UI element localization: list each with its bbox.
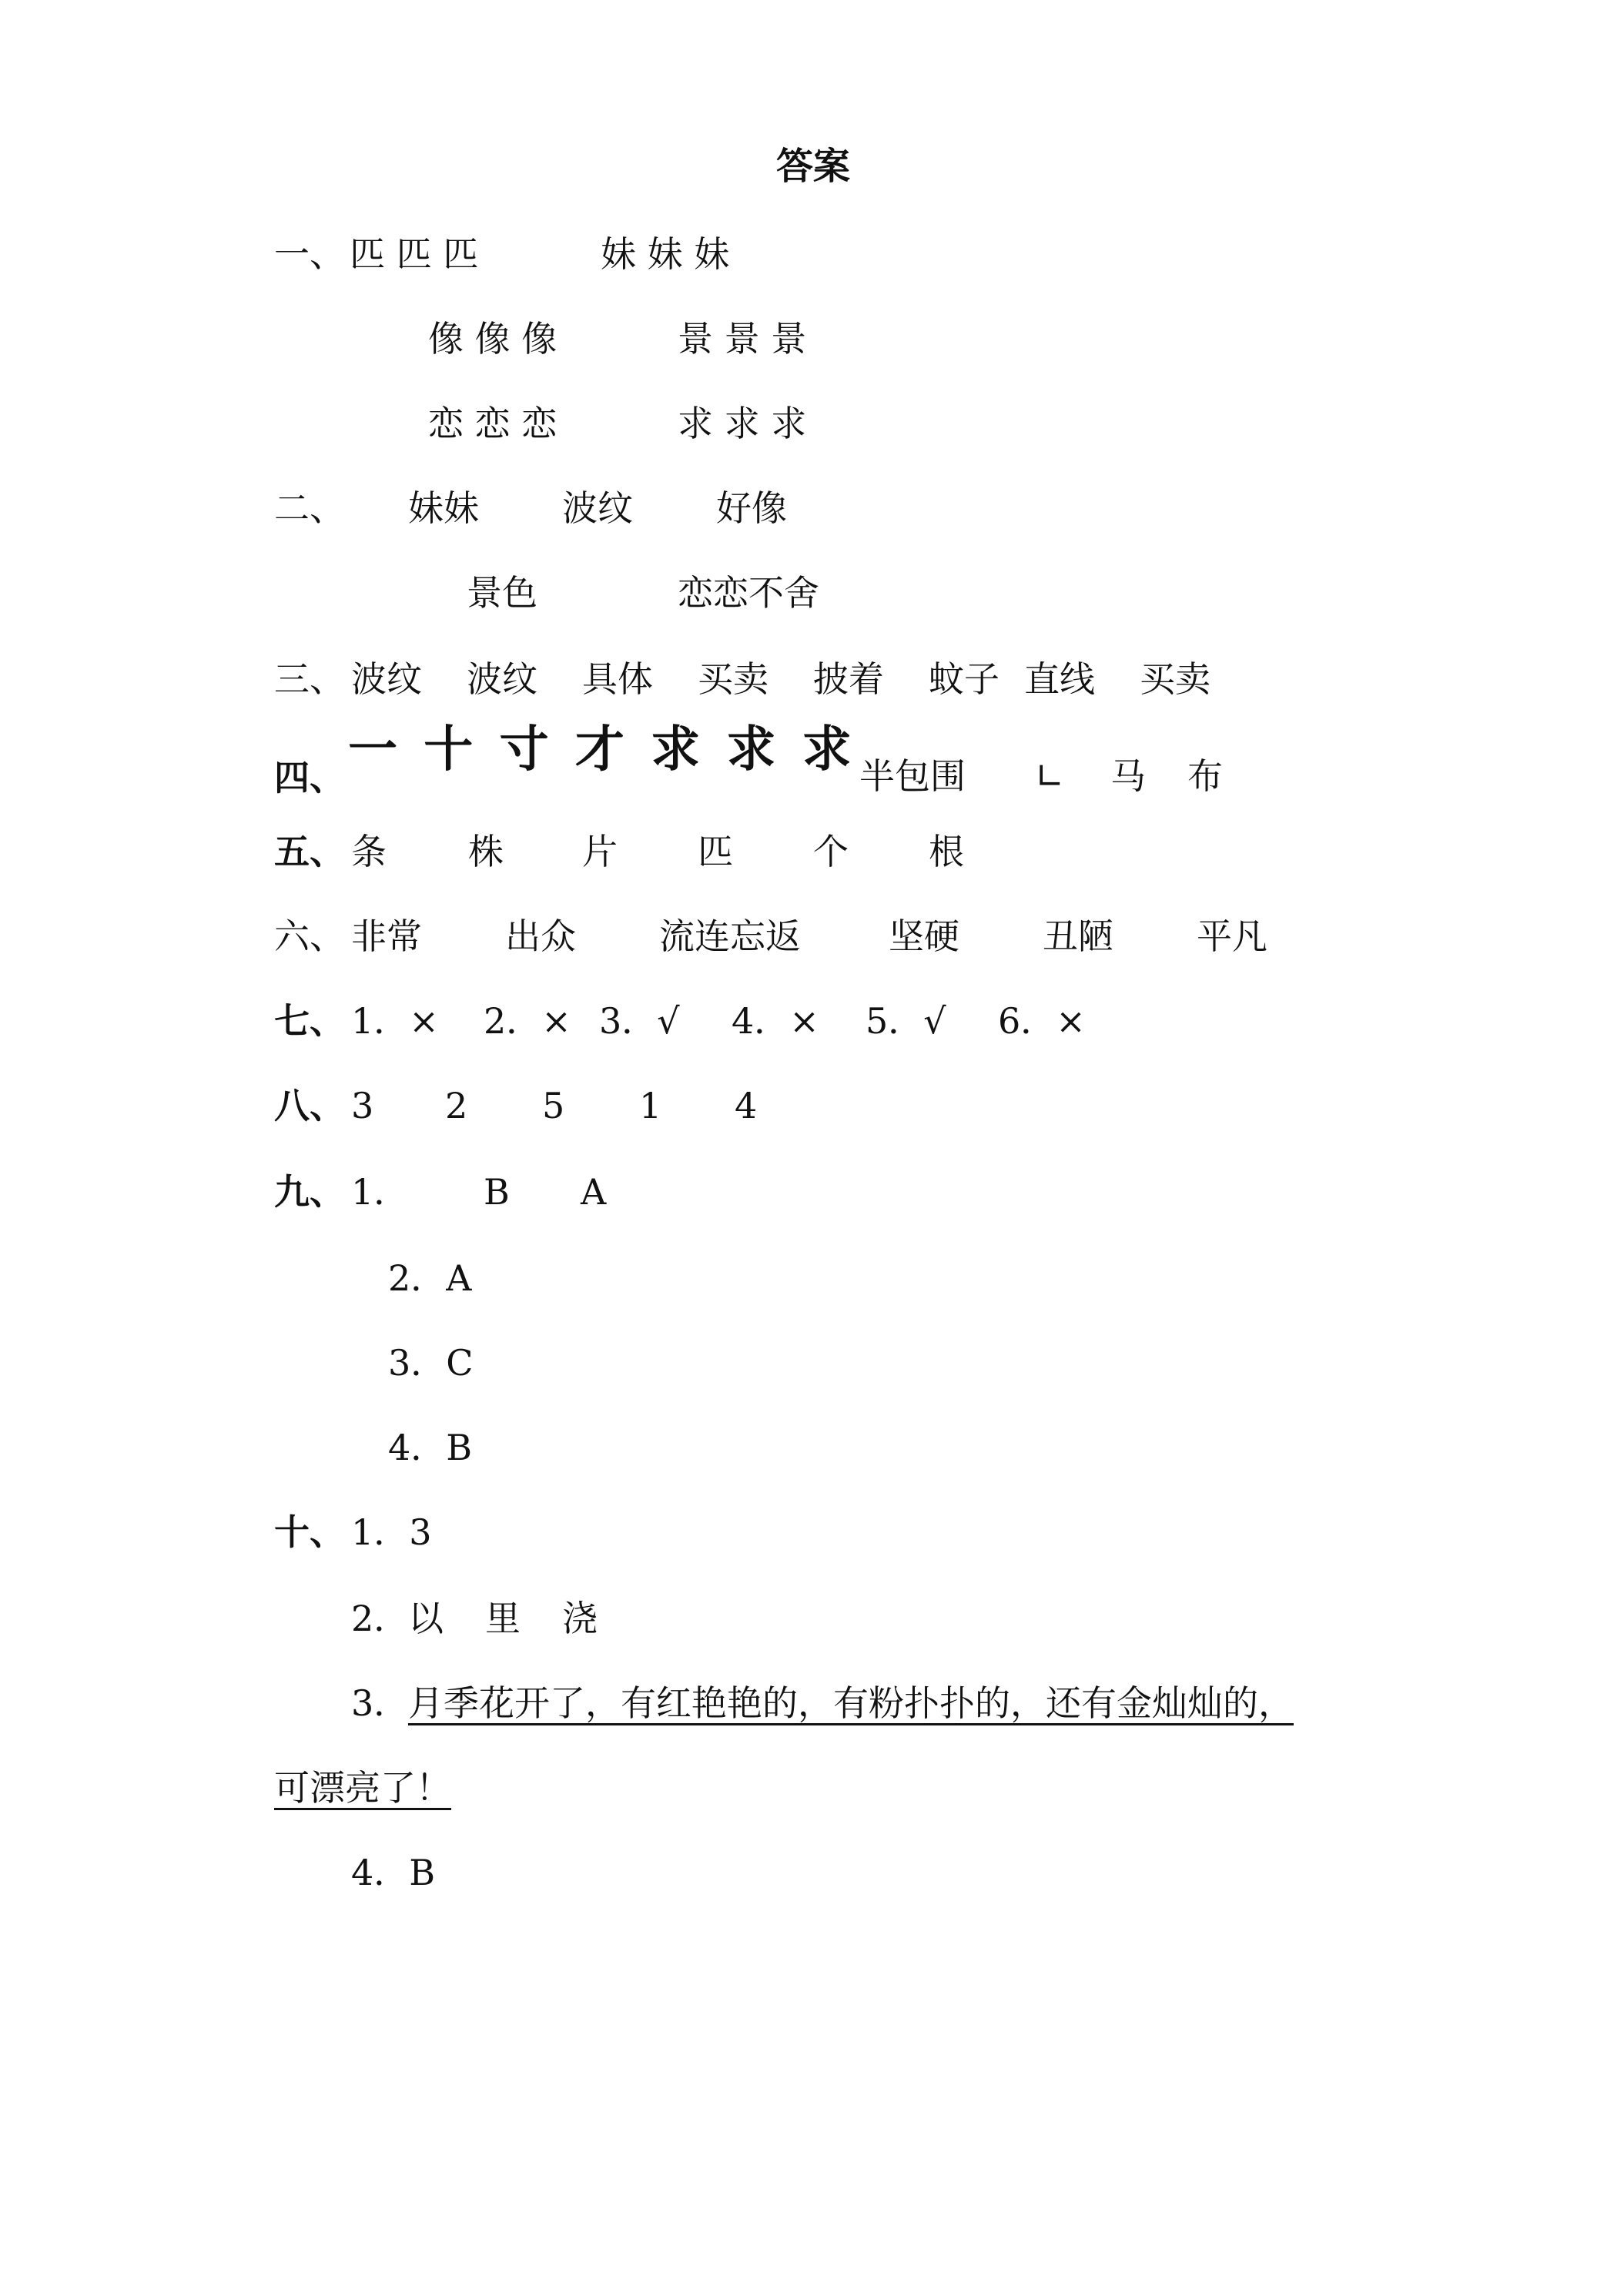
order-item: 1: [639, 1085, 662, 1126]
section-2-item: 景色: [467, 572, 537, 614]
section-1-item: 匹 匹 匹: [350, 233, 479, 275]
judgement-item: 1．×: [351, 1000, 439, 1042]
underlined-answer-line-1: 月季花开了，有红艳艳的，有粉扑扑的，还有金灿灿的，: [408, 1682, 1294, 1724]
section-6-item: 平凡: [1197, 915, 1267, 957]
question-number: 2．: [351, 1598, 410, 1639]
section-5-item: 条: [351, 831, 387, 872]
section-3-item: 直线: [1024, 658, 1095, 700]
judgement-item: 6．×: [998, 1000, 1086, 1042]
judgement-item: 4．×: [732, 1000, 819, 1042]
order-item: 3: [351, 1085, 374, 1126]
order-item: 5: [542, 1085, 565, 1126]
section-7-label: 七、: [274, 1000, 345, 1042]
section-6-item: 坚硬: [889, 915, 959, 957]
section-3-item: 蚊子: [929, 658, 1000, 700]
section-1-item: 像 像 像: [428, 318, 558, 360]
question-number: 1．: [351, 1171, 410, 1213]
order-item: 2: [445, 1085, 468, 1126]
answer-item: 2．A: [388, 1257, 472, 1299]
section-2-item: 妹妹: [408, 487, 479, 529]
section-4-label: 四、: [274, 757, 345, 798]
underlined-answer-line-2: 可漂亮了！: [274, 1767, 451, 1809]
answer-item: B: [484, 1171, 510, 1213]
section-6-item: 流连忘返: [659, 915, 801, 957]
section-6-item: 非常: [351, 915, 422, 957]
section-4-item: 布: [1187, 755, 1223, 797]
answer-item: 里: [485, 1598, 521, 1639]
answer-item: 3．C: [388, 1342, 474, 1384]
section-3-item: 披着: [813, 658, 884, 700]
section-8-label: 八、: [274, 1085, 345, 1126]
answer-item: 1．3: [351, 1511, 432, 1553]
section-1-item: 求 求 求: [678, 403, 807, 444]
judgement-item: 3．√: [599, 1000, 680, 1042]
section-2-item: 好像: [716, 487, 787, 529]
answer-item: 4．B: [388, 1427, 473, 1468]
section-3-item: 具体: [582, 658, 653, 700]
section-3-item: 买卖: [698, 658, 768, 700]
section-5-item: 株: [468, 831, 504, 872]
section-4-item: 马: [1110, 755, 1146, 797]
section-2-label: 二、: [274, 487, 345, 529]
section-1-item: 恋 恋 恋: [428, 403, 558, 444]
section-9-label: 九、: [274, 1171, 345, 1213]
section-1-item: 妹 妹 妹: [601, 233, 730, 275]
judgement-item: 5．√: [866, 1000, 946, 1042]
section-5-item: 匹: [698, 831, 733, 872]
answer-item: 4．B: [351, 1852, 436, 1893]
section-6-label: 六、: [274, 915, 345, 957]
section-2-item: 恋恋不舍: [678, 572, 819, 614]
section-1-label: 一、: [274, 233, 345, 275]
section-3-item: 波纹: [351, 658, 422, 700]
section-5-item: 片: [582, 831, 618, 872]
section-4-item: 半包围: [859, 755, 966, 797]
answer-item: A: [581, 1171, 607, 1213]
answer-item: 浇: [562, 1598, 598, 1639]
section-3-item: 波纹: [467, 658, 537, 700]
question-number: 3．: [351, 1682, 410, 1724]
judgement-item: 2．×: [484, 1000, 571, 1042]
section-6-item: 丑陋: [1043, 915, 1113, 957]
page-title: 答案: [776, 145, 851, 188]
section-5-item: 根: [929, 831, 964, 872]
section-3-item: 买卖: [1140, 658, 1210, 700]
section-5-item: 个: [813, 831, 849, 872]
order-item: 4: [735, 1085, 758, 1126]
section-4-item: ∟: [1035, 755, 1065, 797]
section-2-item: 波纹: [562, 487, 633, 529]
section-6-item: 出众: [505, 915, 576, 957]
section-1-item: 景 景 景: [678, 318, 807, 360]
stroke-order: 一 十 寸 才 求 求 求: [348, 721, 856, 778]
section-10-label: 十、: [274, 1511, 345, 1553]
answer-item: 以: [408, 1598, 444, 1639]
section-5-label: 五、: [274, 831, 345, 872]
section-3-label: 三、: [274, 658, 345, 700]
